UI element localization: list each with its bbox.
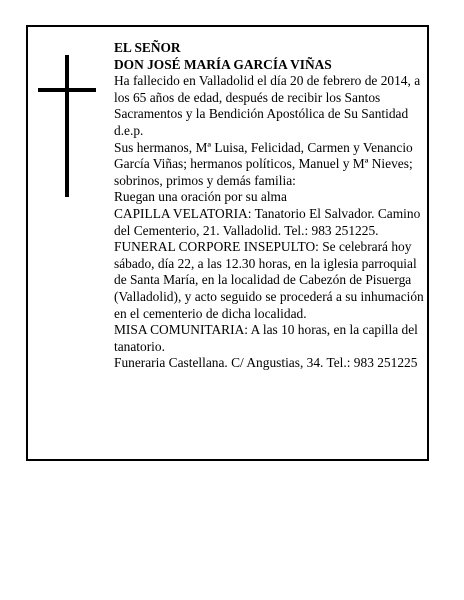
death-announcement: Ha fallecido en Valladolid el día 20 de febrero de 2014, a los 65 años de edad, después de recibir los Santos Sacramentos y la Bendición Apostólica de Su Santidad d.e.p. <box>114 73 421 138</box>
wake-chapel-info: CAPILLA VELATORIA: Tanatorio El Salvador. Camino del Cementerio, 21. Valladolid. Tel.: 983 251225. <box>114 205 421 238</box>
funeral-home-info: Funeraria Castellana. C/ Angustias, 34. Tel.: 983 251225 <box>114 355 418 371</box>
obituary-text <box>114 40 426 372</box>
mass-info: MISA COMUNITARIA: A las 10 horas, en la capilla del tanatorio. <box>114 322 418 354</box>
cross-vertical-bar <box>65 55 69 197</box>
funeral-info: FUNERAL CORPORE INSEPULTO: Se celebrará hoy sábado, día 22, a las 12.30 horas, en la iglesia parroquial de Santa María, en la localidad de Cabezón de Pisuerga (Valladolid), y acto seguido se procederá a su inhumación en el cementerio de dicha localidad. <box>114 239 424 321</box>
deceased-name: DON JOSÉ MARÍA GARCÍA VIÑAS <box>114 56 332 72</box>
cross-horizontal-bar <box>38 88 96 92</box>
cross-icon <box>38 55 96 197</box>
notice-title: EL SEÑOR <box>114 40 181 55</box>
family-list: Sus hermanos, Mª Luisa, Felicidad, Carmen y Venancio García Viñas; hermanos políticos, Manuel y Mª Nieves; sobrinos, primos y demás familia: <box>114 139 413 188</box>
prayer-request: Ruegan una oración por su alma <box>114 189 287 205</box>
